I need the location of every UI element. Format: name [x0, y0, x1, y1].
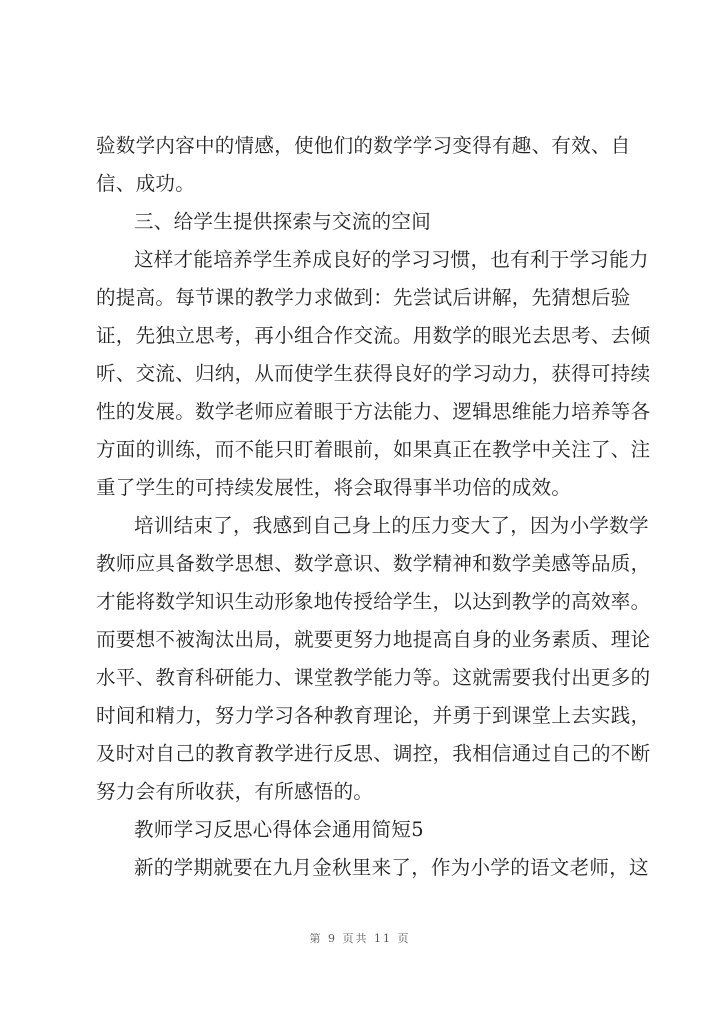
body-line: 时间和精力，努力学习各种教育理论，并勇于到课堂上去实践， — [96, 704, 651, 727]
body-line: 的提高。每节课的教学力求做到：先尝试后讲解，先猜想后验 — [96, 286, 631, 309]
body-line: 而要想不被淘汰出局，就要更努力地提高自身的业务素质、理论 — [96, 628, 651, 651]
body-line: 验数学内容中的情感，使他们的数学学习变得有趣、有效、自 — [96, 134, 631, 157]
body-line: 方面的训练，而不能只盯着眼前，如果真正在教学中关注了、注 — [96, 438, 651, 461]
body-line: 水平、教育科研能力、课堂教学能力等。这就需要我付出更多的 — [96, 666, 651, 689]
body-line: 信、成功。 — [96, 172, 196, 195]
body-line: 证，先独立思考，再小组合作交流。用数学的眼光去思考、去倾 — [96, 324, 651, 347]
body-line: 新的学期就要在九月金秋里来了，作为小学的语文老师，这 — [134, 856, 649, 879]
body-line: 听、交流、归纳，从而使学生获得良好的学习动力，获得可持续 — [96, 362, 651, 385]
body-line: 这样才能培养学生养成良好的学习习惯，也有利于学习能力 — [134, 248, 649, 271]
body-line: 努力会有所收获，有所感悟的。 — [96, 780, 374, 803]
body-line: 及时对自己的教育教学进行反思、调控，我相信通过自己的不断 — [96, 742, 651, 765]
body-line: 教师应具备数学思想、数学意识、数学精神和数学美感等品质， — [96, 552, 651, 575]
body-line: 培训结束了，我感到自己身上的压力变大了，因为小学数学 — [134, 514, 649, 537]
section-heading: 三、给学生提供探索与交流的空间 — [134, 210, 432, 233]
body-line: 性的发展。数学老师应着眼于方法能力、逻辑思维能力培养等各 — [96, 400, 651, 423]
section-title: 教师学习反思心得体会通用简短5 — [134, 818, 424, 841]
body-line: 才能将数学知识生动形象地传授给学生，以达到教学的高效率。 — [96, 590, 651, 613]
page-footer: 第 9 页共 11 页 — [309, 932, 411, 945]
body-line: 重了学生的可持续发展性，将会取得事半功倍的成效。 — [96, 476, 572, 499]
